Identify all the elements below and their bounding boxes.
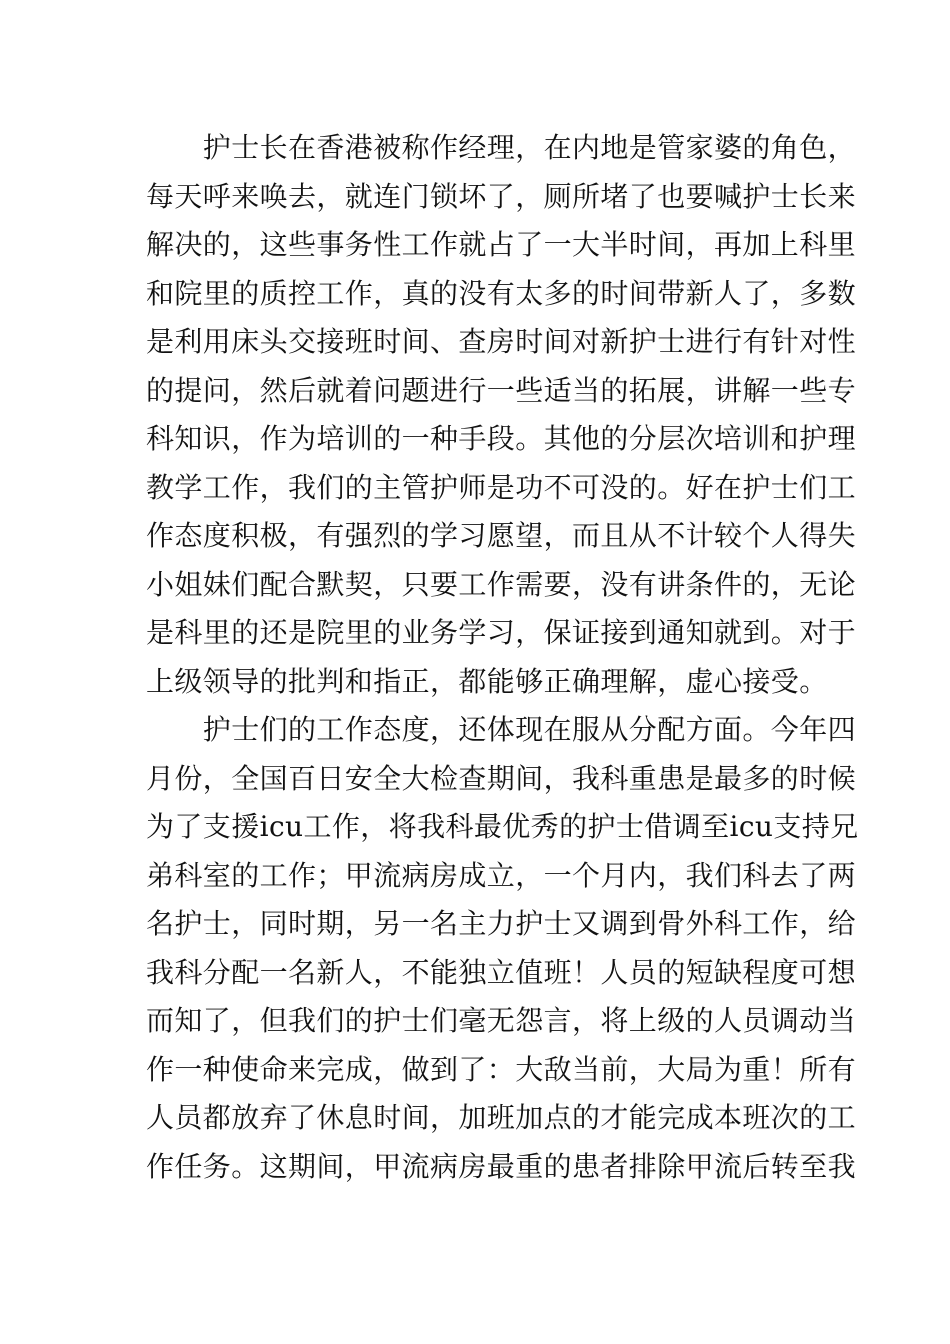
text-line: 人员都放弃了休息时间，加班加点的才能完成本班次的工 (146, 1101, 857, 1134)
paragraph-1 (146, 124, 857, 706)
text-line: 护士长在香港被称作经理，在内地是管家婆的角色， (146, 131, 857, 164)
text-line: 作态度积极，有强烈的学习愿望，而且从不计较个人得失 (146, 519, 857, 552)
paragraph-2 (146, 706, 859, 1191)
text-line: 而知了，但我们的护士们毫无怨言，将上级的人员调动当 (146, 1004, 857, 1037)
text-line: 上级领导的批判和指正，都能够正确理解，虚心接受。 (146, 664, 828, 698)
text-line: 小姐妹们配合默契，只要工作需要，没有讲条件的，无论 (146, 567, 857, 601)
text-line: 教学工作，我们的主管护师是功不可没的。好在护士们工 (146, 470, 857, 504)
text-line: 我科分配一名新人，不能独立值班！人员的短缺程度可想 (146, 955, 857, 989)
text-line: 是利用床头交接班时间、查房时间对新护士进行有针对性 (146, 325, 857, 358)
text-line: 月份，全国百日安全大检查期间，我科重患是最多的时候 (146, 761, 857, 795)
text-line: 弟科室的工作；甲流病房成立，一个月内，我们科去了两 (146, 858, 857, 892)
text-line: 为了支援icu工作，将我科最优秀的护士借调至icu支持兄 (146, 810, 859, 843)
text-line: 作一种使命来完成，做到了：大敌当前，大局为重！所有 (146, 1052, 857, 1086)
text-line: 科知识，作为培训的一种手段。其他的分层次培训和护理 (146, 422, 857, 455)
body-text (146, 124, 859, 1191)
text-line: 解决的，这些事务性工作就占了一大半时间，再加上科里 (146, 228, 857, 261)
text-line: 是科里的还是院里的业务学习，保证接到通知就到。对于 (146, 616, 857, 649)
text-line: 每天呼来唤去，就连门锁坏了，厕所堵了也要喊护士长来 (146, 179, 857, 213)
text-line: 作任务。这期间，甲流病房最重的患者排除甲流后转至我 (146, 1149, 857, 1183)
text-line: 名护士，同时期，另一名主力护士又调到骨外科工作，给 (146, 907, 857, 940)
text-line: 护士们的工作态度，还体现在服从分配方面。今年四 (146, 713, 857, 746)
text-line: 的提问，然后就着问题进行一些适当的拓展，讲解一些专 (146, 373, 857, 407)
text-line: 和院里的质控工作，真的没有太多的时间带新人了，多数 (146, 276, 857, 310)
